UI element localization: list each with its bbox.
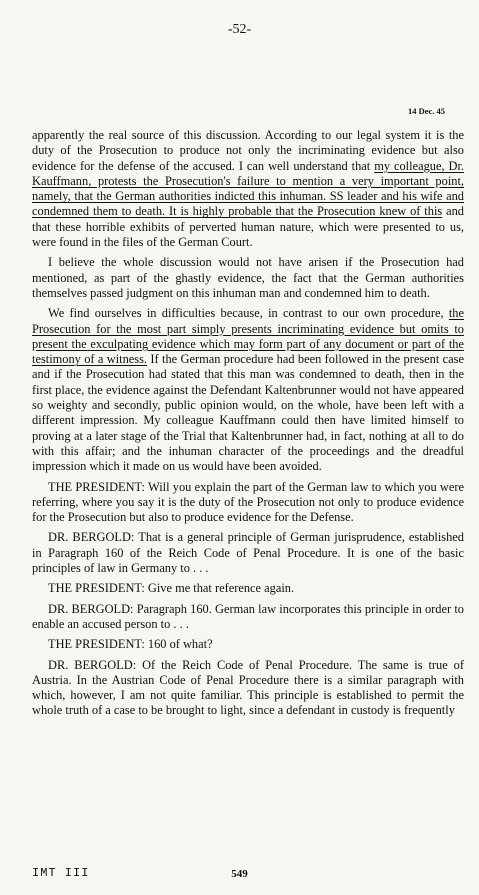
body-text [32, 128, 464, 724]
date-note: 14 Dec. 45 [407, 106, 445, 116]
paragraph [32, 581, 464, 596]
text-segment: and that these horrible exhibits of perverted human nature, which were presented to us, were found in the files of the German Court. [32, 204, 464, 250]
text-segment: DR. BERGOLD: Paragraph 160. German law incorporates this principle in order to enable an accused person to . . . [32, 601, 464, 631]
paragraph [32, 658, 464, 719]
paragraph [32, 530, 464, 576]
paragraph [32, 637, 464, 652]
paragraph [32, 255, 464, 301]
text-segment: DR. BERGOLD: That is a general principle of German jurisprudence, established in Paragraph 160 of the Reich Code of Penal Procedure. It is one of the basic principles of law in Germany to . . . [32, 530, 464, 576]
underlined-text: the Prosecution for the most part simply presents incriminating evidence but omits to present the exculpating evidence which may form part of any document or part of the testimony of a witness. [32, 306, 464, 367]
text-segment: We find ourselves in difficulties because, in contrast to our own procedure, [48, 306, 449, 321]
text-segment: THE PRESIDENT: 160 of what? [48, 637, 213, 652]
paragraph [32, 128, 464, 250]
volume-label: IMT III [32, 866, 90, 880]
underlined-text: my colleague, Dr. Kauffmann, protests the Prosecution's failure to mention a very important point, namely, that the German authorities indicted this inhuman. SS leader and his wife and condemned them to death. It is highly probable that the Prosecution knew of this [32, 158, 464, 219]
paragraph [32, 306, 464, 474]
page-number-top: -52- [227, 22, 252, 37]
text-segment: THE PRESIDENT: Give me that reference again. [48, 581, 295, 596]
text-segment: If the German procedure had been followed in the present case and if the Prosecution had stated that this man was condemned to death, then in the first place, the evidence against the Defendant Kaltenbrunner would not have appeared so weighty and secondly, public opinion would, on the whole, have been left with a different impression. My colleague Kauffmann could then have limited himself to proving at a later stage of the Trial that Kaltenbrunner had, in fact, nothing at all to do with this affair; and the inhuman character of the proceedings and the dreadful impression which it made on us would have been avoided. [32, 352, 464, 474]
paragraph [32, 602, 464, 633]
page-number-bottom: 549 [231, 868, 248, 880]
text-segment: DR. BERGOLD: Of the Reich Code of Penal Procedure. The same is true of Austria. In the Austrian Code of Penal Procedure there is a similar paragraph with which, however, I am not quite familiar. This principle is established to permit the whole truth of a case to be brought to light, since a defendant in custody is frequently [32, 657, 464, 718]
text-segment: apparently the real source of this discussion. According to our legal system it is the duty of the Prosecution to produce not only the incriminating evidence but also evidence for the defense of the accused. I can well understand that [32, 128, 464, 173]
text-segment: THE PRESIDENT: Will you explain the part of the German law to which you were referring, where you say it is the duty of the Prosecution not only to produce evidence for the Prosecution but also to produce evidence for the Defense. [32, 479, 464, 525]
text-segment: I believe the whole discussion would not have arisen if the Prosecution had mentioned, as part of the ghastly evidence, the fact that the German authorities themselves passed judgment on this inhuman man and condemned him to death. [32, 255, 464, 300]
paragraph [32, 480, 464, 526]
